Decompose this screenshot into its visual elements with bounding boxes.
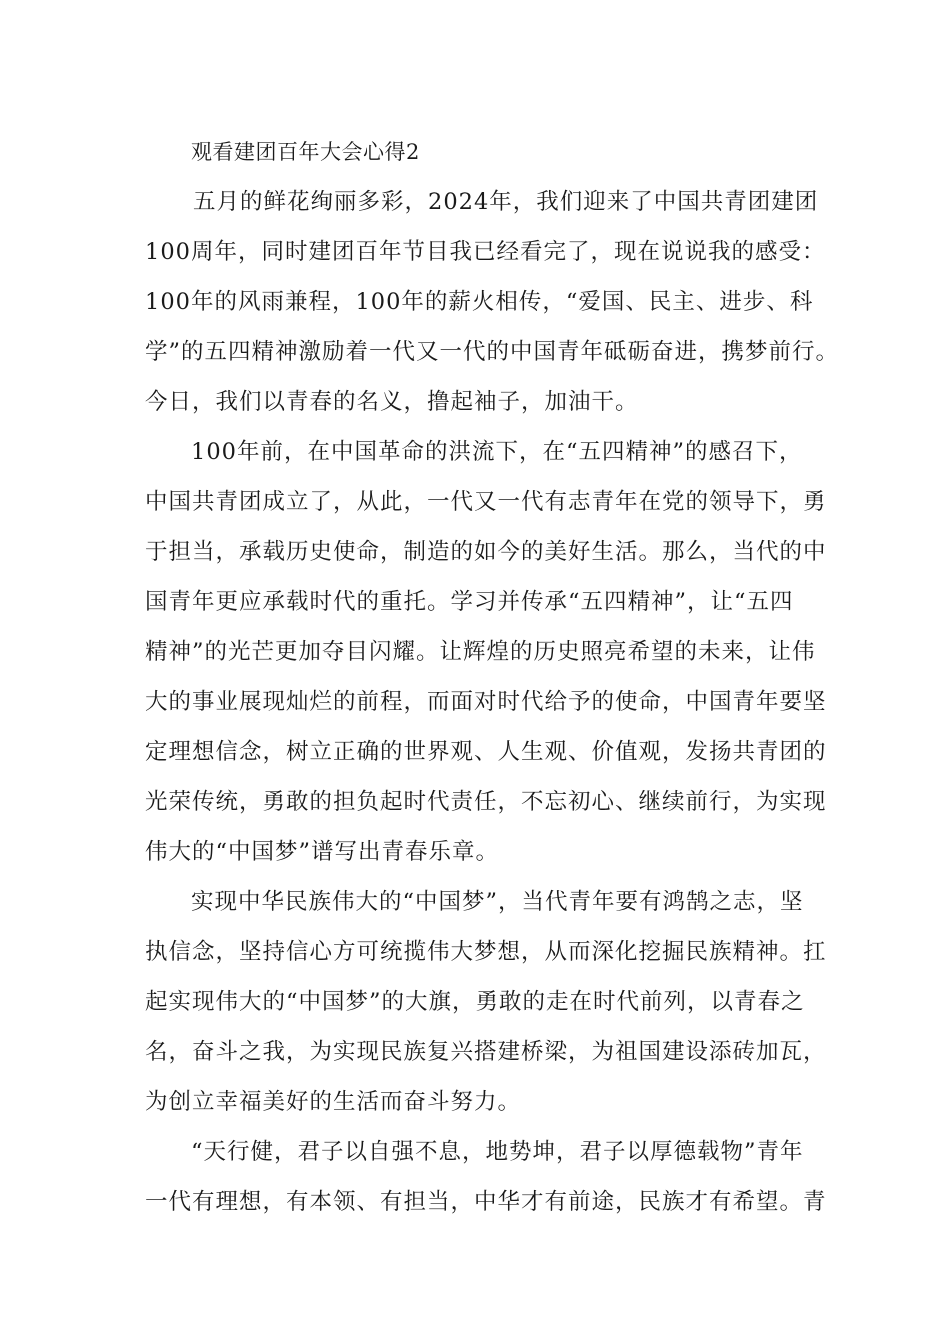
paragraph-1 — [145, 177, 840, 427]
text-line: 定理想信念，树立正确的世界观、人生观、价值观，发扬共青团的 — [145, 739, 827, 765]
text-line: 光荣传统，勇敢的担负起时代责任，不忘初心、继续前行，为实现 — [145, 789, 827, 815]
text-line: 精神”的光芒更加夺目闪耀。让辉煌的历史照亮希望的未来，让伟 — [145, 639, 816, 665]
text-line: 今日，我们以青春的名义，撸起袖子，加油干。 — [145, 389, 639, 415]
paragraph-3 — [145, 877, 827, 1127]
text-line: 起实现伟大的“中国梦”的大旗，勇敢的走在时代前列，以青春之 — [145, 989, 805, 1015]
text-line: 实现中华民族伟大的“中国梦”，当代青年要有鸿鹄之志，坚 — [191, 889, 804, 915]
text-line: 伟大的“中国梦”谱写出青春乐章。 — [145, 839, 500, 865]
text-line: 于担当，承载历史使命，制造的如今的美好生活。那么，当代的中 — [145, 539, 827, 565]
text-line: 学”的五四精神激励着一代又一代的中国青年砥砺奋进，携梦前行。 — [145, 339, 840, 365]
text-line: 100年前，在中国革命的洪流下，在“五四精神”的感召下， — [191, 439, 803, 465]
text-line: 国青年更应承载时代的重托。学习并传承“五四精神”，让“五四 — [145, 589, 794, 615]
text-line: 执信念，坚持信心方可统揽伟大梦想，从而深化挖掘民族精神。扛 — [145, 939, 827, 965]
document-title: 观看建团百年大会心得2 — [191, 140, 420, 164]
text-line: “天行健，君子以自强不息，地势坤，君子以厚德载物”青年 — [191, 1139, 804, 1165]
text-line: 名，奋斗之我，为实现民族复兴搭建桥梁，为祖国建设添砖加瓦， — [145, 1039, 827, 1065]
text-line: 为创立幸福美好的生活而奋斗努力。 — [145, 1089, 522, 1115]
text-line: 中国共青团成立了，从此，一代又一代有志青年在党的领导下，勇 — [145, 489, 827, 515]
text-line: 一代有理想，有本领、有担当，中华才有前途，民族才有希望。青 — [145, 1189, 827, 1215]
text-line: 100周年，同时建团百年节目我已经看完了，现在说说我的感受： — [145, 239, 826, 265]
paragraph-4 — [145, 1127, 827, 1227]
paragraph-2 — [145, 427, 827, 877]
text-line: 100年的风雨兼程，100年的薪火相传，“爱国、民主、进步、科 — [145, 289, 814, 315]
text-line: 五月的鲜花绚丽多彩，2024年，我们迎来了中国共青团建团 — [193, 189, 819, 215]
document-body — [145, 127, 840, 1227]
text-line: 大的事业展现灿烂的前程，而面对时代给予的使命，中国青年要坚 — [145, 689, 827, 715]
